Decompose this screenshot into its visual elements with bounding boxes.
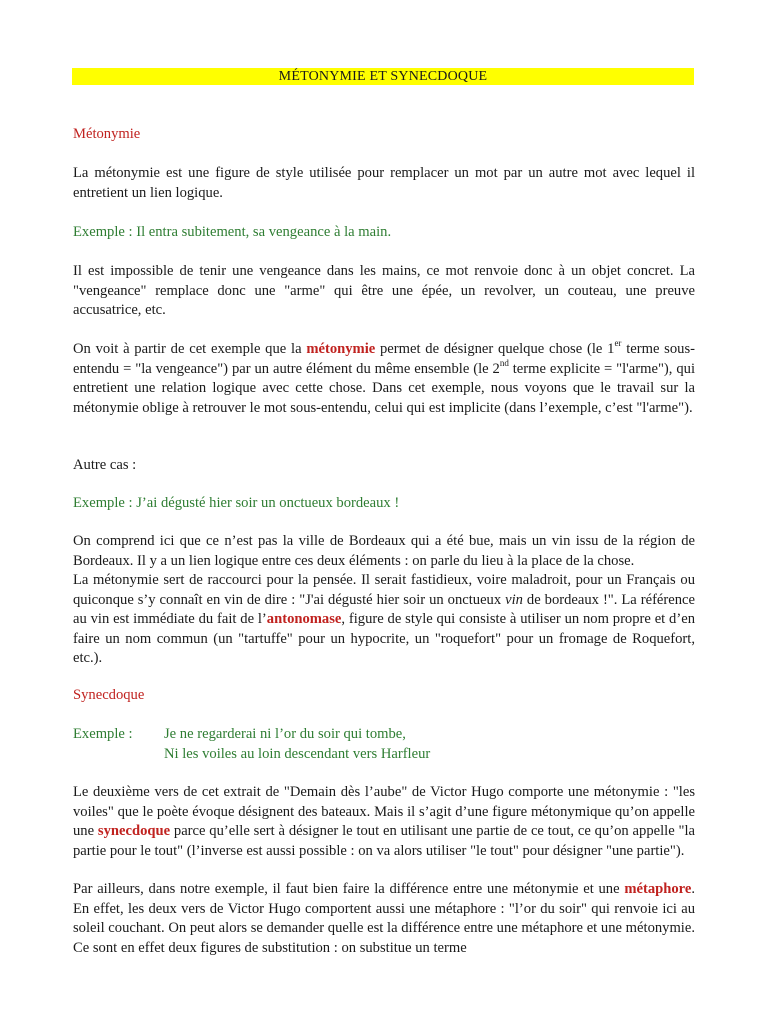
term-synecdoque: synecdoque bbox=[97, 823, 171, 839]
paragraph-metaphore: Par ailleurs, dans notre exemple, il faut bien faire la différence entre une métonymie et une métaphore. En effet, les deux vers de Victor Hugo comportent aussi une métaphore : "l’or du soir" qui renvoie ici au soleil couchant. On peut alors se demander quelle est la différence entre une métaphore et une métonymie. Ce sont en effet deux figures de substitution : on substitue un terme bbox=[73, 881, 695, 956]
poem-lines bbox=[164, 725, 430, 764]
term-antonomase: antonomase bbox=[266, 611, 342, 627]
paragraph-vengeance-explanation: Il est impossible de tenir une vengeance dans les mains, ce mot renvoie donc à un objet concret. La "vengeance" remplace donc une "arme" qui être une épée, un revolver, un couteau, une preuve accusatrice, etc. bbox=[73, 263, 695, 318]
poem-line-1: Je ne regarderai ni l’or du soir qui tombe, bbox=[164, 726, 406, 742]
example-victor-hugo bbox=[73, 725, 695, 765]
section-heading-synecdoque: Synecdoque bbox=[73, 687, 145, 703]
paragraph-bordeaux: On comprend ici que ce n’est pas la ville de Bordeaux qui a été bue, mais un vin issu de la région de Bordeaux. Il y a un lien logique entre ces deux éléments : on parle du lieu à la place de la chose. bbox=[73, 533, 695, 569]
section-heading-metonymie: Métonymie bbox=[73, 126, 141, 142]
example-bordeaux: Exemple : J’ai dégusté hier soir un onctueux bordeaux ! bbox=[73, 495, 400, 511]
poem-line-2: Ni les voiles au loin descendant vers Harfleur bbox=[164, 745, 431, 762]
paragraph-demain-des-laube: Le deuxième vers de cet extrait de "Demain dès l’aube" de Victor Hugo comporte une métonymie : "les voiles" que le poète évoque désignent des bateaux. Mais il s’agit d’une figure métonymique qu’on appelle une synecdoque parce qu’elle sert à désigner le tout en utilisant une partie de ce tout, ce qu’on appelle "la partie pour le tout" (l’inverse est aussi possible : on va alors utiliser "le tout" pour désigner "une partie"). bbox=[73, 784, 695, 859]
autre-cas-label: Autre cas : bbox=[73, 457, 137, 473]
example-label: Exemple : bbox=[73, 726, 133, 742]
example-vengeance: Exemple : Il entra subitement, sa vengeance à la main. bbox=[73, 224, 392, 240]
document-title: MÉTONYMIE ET SYNECDOQUE bbox=[72, 68, 694, 85]
paragraph-raccourci: La métonymie sert de raccourci pour la pensée. Il serait fastidieux, voire maladroit, pour un Français ou quiconque s’y connaît en vin de dire : "J'ai dégusté hier soir un onctueux vin de bordeaux !". La référence au vin est immédiate du fait de l’antonomase, figure de style qui consiste à utiliser un nom propre et d’en faire un nom commun (un "tartuffe" pour un hypocrite, un "roquefort" pour un fromage de Roquefort, etc.). bbox=[73, 572, 696, 666]
paragraph-definition: La métonymie est une figure de style utilisée pour remplacer un mot par un autre mot avec lequel il entretient un lien logique. bbox=[73, 165, 695, 201]
term-metonymie: métonymie bbox=[306, 341, 376, 357]
paragraph-analysis: On voit à partir de cet exemple que la métonymie permet de désigner quelque chose (le 1er terme sous-entendu = "la vengeance") par un autre élément du même ensemble (le 2nd terme explicite = "l'arme"), qui entretient une relation logique avec cette chose. Dans cet exemple, nous voyons que le travail sur la métonymie oblige à retrouver le mot sous-entendu, celui qui est implicite (dans l’exemple, c’est "l'arme"). bbox=[73, 338, 695, 416]
term-metaphore: métaphore bbox=[624, 881, 692, 897]
